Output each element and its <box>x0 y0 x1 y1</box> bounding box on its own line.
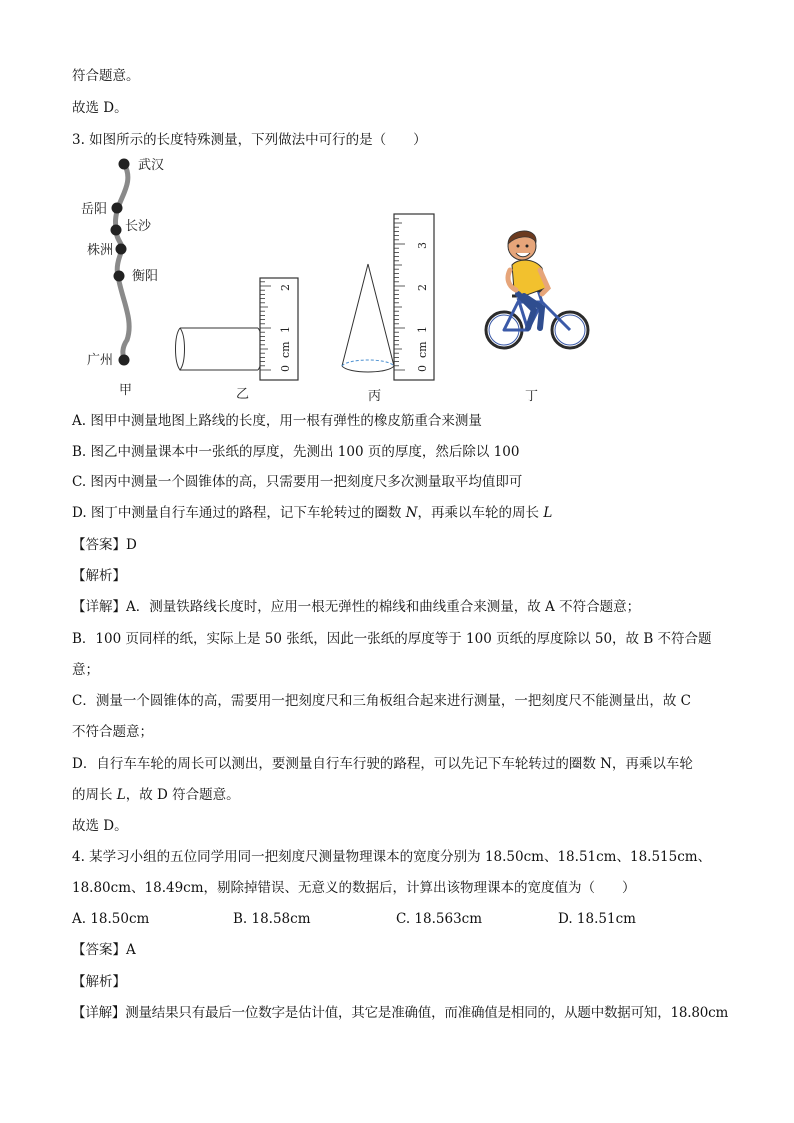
question-3: 3. 如图所示的长度特殊测量，下列做法中可行的是（ ） <box>72 132 427 148</box>
city-label-changsha: 长沙 <box>125 219 152 234</box>
detail-3c-cont: 不符合题意； <box>72 724 153 740</box>
answer-3: 【答案】D <box>72 537 137 553</box>
city-dot-wuhan <box>119 159 130 170</box>
city-dot-changsha <box>111 225 122 236</box>
detail-3d-cont <box>72 785 240 805</box>
detail-3d: D．自行车车轮的周长可以测出，要测量自行车行驶的路程，可以先记下车轮转过的圈数 N，再乘以车轮 <box>72 756 693 772</box>
q3-option-b: B. 图乙中测量课本中一张纸的厚度，先测出 100 页的厚度，然后除以 100 <box>72 444 520 460</box>
ruler-yi-tick-2: 2 <box>279 284 292 291</box>
city-label-yueyang: 岳阳 <box>81 202 108 217</box>
ruler-yi-tick-1: 1 <box>279 326 292 333</box>
cone-height-figure-bing <box>342 214 434 404</box>
city-label-hengyang: 衡阳 <box>132 269 159 284</box>
detail-3b-cont: 意； <box>72 662 99 678</box>
city-label-wuhan: 武汉 <box>138 158 165 173</box>
var-l: L <box>116 787 126 803</box>
detail-3d-text: 的周长 <box>72 787 117 803</box>
question-4-cont: 18.80cm、18.49cm，剔除掉错误、无意义的数据后，计算出该物理课本的宽度值为（ ） <box>72 880 636 896</box>
q4-option-c: C. 18.563cm <box>396 911 483 927</box>
ruler-bing-tick-1: 1 <box>416 326 429 333</box>
q3-option-d-text: D. 图丁中测量自行车通过的路程，记下车轮转过的圈数 <box>72 505 406 521</box>
analysis-heading-4: 【解析】 <box>72 974 126 990</box>
detail-3c: C．测量一个圆锥体的高，需要用一把刻度尺和三角板组合起来进行测量，一把刻度尺不能测量出，故 C <box>72 693 691 709</box>
city-dot-guangzhou <box>119 355 130 366</box>
ruler-yi-unit: cm <box>279 341 292 358</box>
var-l: L <box>543 505 553 521</box>
q4-option-a: A. 18.50cm <box>72 911 150 927</box>
q4-option-b: B. 18.58cm <box>233 911 311 927</box>
paper-stack-cylinder <box>176 328 259 370</box>
text-line: 故选 D。 <box>72 100 128 116</box>
detail-3a: 【详解】A．测量铁路线长度时，应用一根无弹性的棉线和曲线重合来测量，故 A 不符合题意； <box>72 599 641 615</box>
q3-option-a: A. 图甲中测量地图上路线的长度，用一根有弹性的橡皮筋重合来测量 <box>72 413 482 429</box>
cone <box>342 264 394 366</box>
figure-label-yi: 乙 <box>236 387 250 402</box>
map-figure-jia <box>81 157 164 398</box>
city-label-guangzhou: 广州 <box>87 353 114 368</box>
question-3-figure <box>72 150 612 405</box>
ruler-bing-unit: cm <box>416 341 429 358</box>
book-thickness-figure-yi <box>176 278 299 402</box>
ruler-yi-tick-0: 0 <box>279 365 292 372</box>
ruler-bing-tick-3: 3 <box>416 242 429 249</box>
q3-option-d <box>72 503 552 523</box>
figure-label-jia: 甲 <box>119 383 133 398</box>
ruler-bing-tick-2: 2 <box>416 284 429 291</box>
choice-3: 故选 D。 <box>72 818 128 834</box>
city-dot-yueyang <box>112 203 123 214</box>
railway-route-line <box>116 164 130 360</box>
q3-option-c: C. 图丙中测量一个圆锥体的高，只需要用一把刻度尺多次测量取平均值即可 <box>72 474 523 490</box>
cyclist-figure-ding <box>486 231 588 404</box>
var-n: N <box>405 505 418 521</box>
figure-label-bing: 丙 <box>368 389 382 404</box>
q3-option-d-text-2: ，再乘以车轮的周长 <box>417 505 544 521</box>
city-dot-zhuzhou <box>116 244 127 255</box>
detail-3b: B．100 页同样的纸，实际上是 50 张纸，因此一张纸的厚度等于 100 页纸的厚度除以 50，故 B 不符合题 <box>72 631 712 647</box>
ruler-bing-tick-0: 0 <box>416 365 429 372</box>
question-4: 4. 某学习小组的五位同学用同一把刻度尺测量物理课本的宽度分别为 18.50cm、18.51cm、18.515cm、 <box>72 849 712 865</box>
detail-3d-text-2: ，故 D 符合题意。 <box>125 787 240 803</box>
analysis-heading-3: 【解析】 <box>72 568 126 584</box>
detail-4: 【详解】测量结果只有最后一位数字是估计值，其它是准确值，而准确值是相同的，从题中数据可知，18.80cm <box>72 1005 729 1021</box>
text-line: 符合题意。 <box>72 68 140 84</box>
city-label-zhuzhou: 株洲 <box>87 243 114 258</box>
q4-option-d: D. 18.51cm <box>558 911 636 927</box>
answer-4: 【答案】A <box>72 942 136 958</box>
figure-label-ding: 丁 <box>525 389 539 404</box>
city-dot-hengyang <box>114 271 125 282</box>
